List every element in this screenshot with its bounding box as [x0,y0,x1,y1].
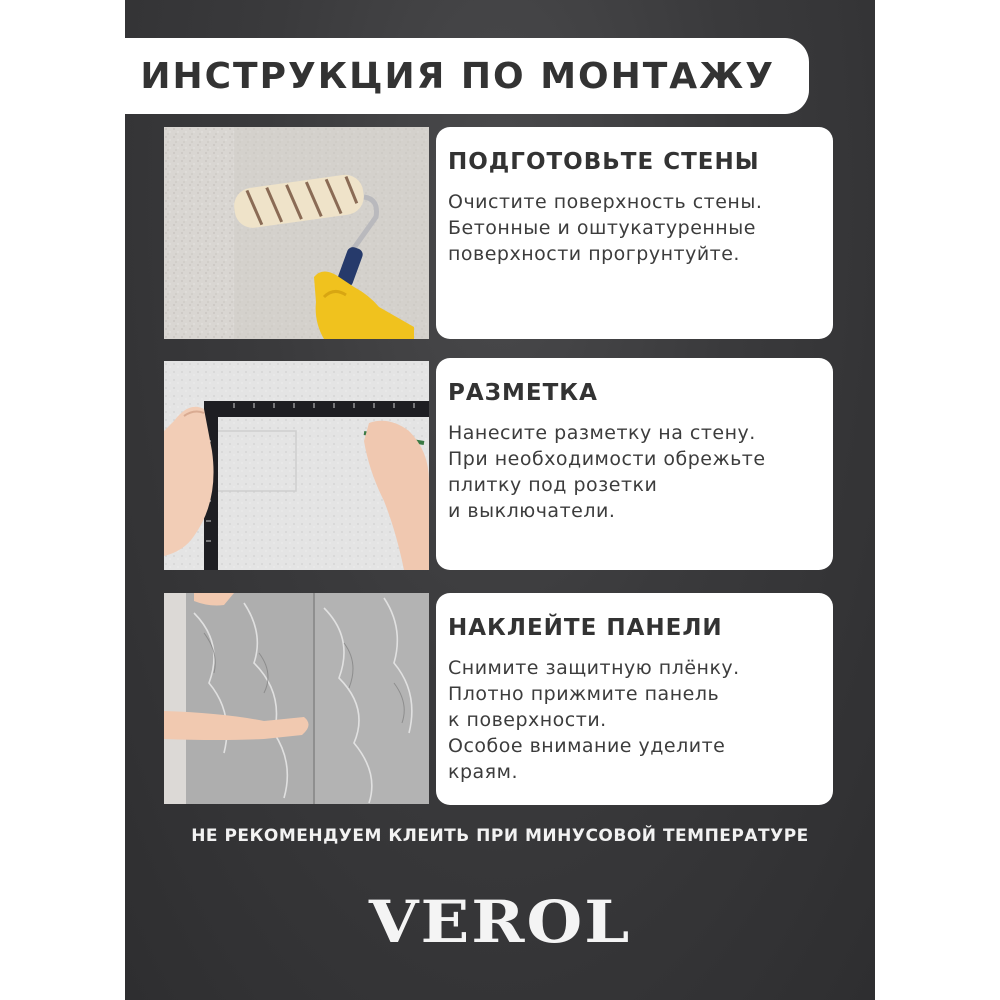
marble-panel-illustration [164,593,429,804]
wall-marking-photo [164,361,429,570]
step-card-prepare-walls [436,127,833,339]
step-description: Снимите защитную плёнку. Плотно прижмите панель к поверхности. Особое внимание уделите краям. [448,657,740,783]
brand-name: VEROL [368,888,632,957]
step-title: НАКЛЕЙТЕ ПАНЕЛИ [448,615,723,641]
paint-roller-photo [164,127,429,339]
instruction-poster [125,0,875,1000]
temperature-warning: НЕ РЕКОМЕНДУЕМ КЛЕИТЬ ПРИ МИНУСОВОЙ ТЕМПЕРАТУРЕ [191,826,809,846]
step-description: Очистите поверхность стены. Бетонные и оштукатуренные поверхности прогрунтуйте. [448,191,763,265]
brand-logo [125,885,875,960]
ruler-marking-illustration [164,361,429,570]
page-title: ИНСТРУКЦИЯ ПО МОНТАЖУ [140,55,775,97]
step-card-marking [436,358,833,570]
step-description: Нанесите разметку на стену. При необходимости обрежьте плитку под розетки и выключатели. [448,422,766,522]
step-title: ПОДГОТОВЬТЕ СТЕНЫ [448,149,760,175]
marble-panel-photo [164,593,429,804]
step-card-apply-panels [436,593,833,805]
step-title: РАЗМЕТКА [448,380,598,406]
paint-roller-illustration [164,127,429,339]
title-banner [125,38,809,114]
